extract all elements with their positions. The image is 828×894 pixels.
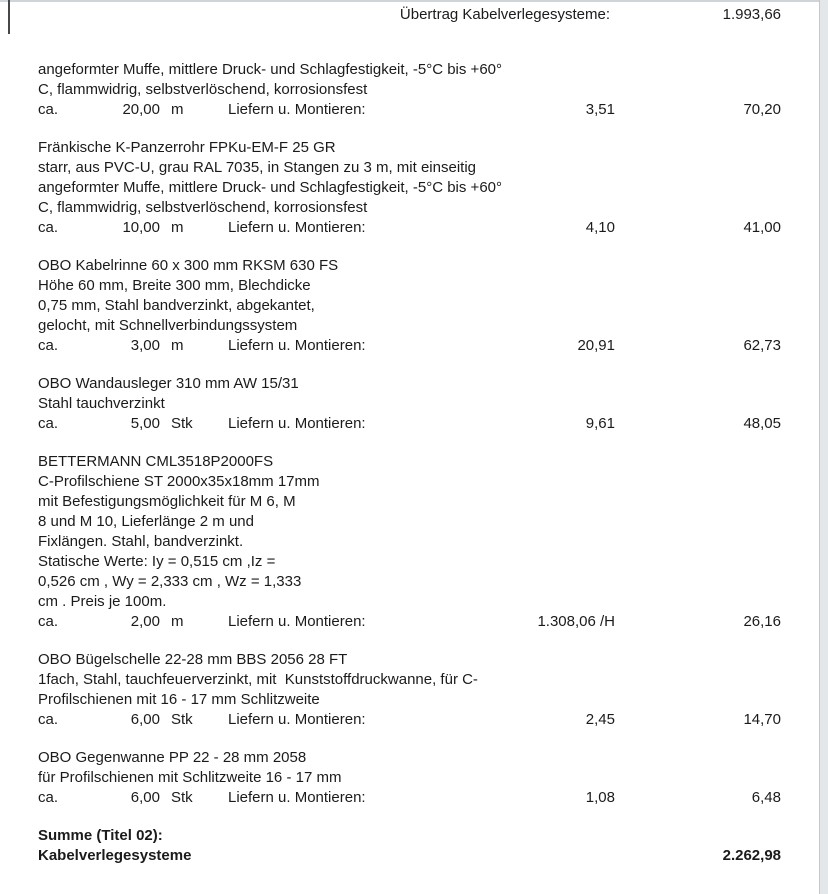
item-qty-prefix: ca. <box>38 415 59 432</box>
item-unit-price: 2,45 <box>585 711 615 728</box>
item-unit: Stk <box>171 711 193 728</box>
item-total: 26,16 <box>743 613 781 630</box>
item-description-line: OBO Wandausleger 310 mm AW 15/31 <box>38 375 299 392</box>
item-total: 14,70 <box>743 711 781 728</box>
item-unit: Stk <box>171 415 193 432</box>
item-description-line: Fixlängen. Stahl, bandverzinkt. <box>38 533 244 550</box>
item-description-line: 0,526 cm , Wy = 2,333 cm , Wz = 1,333 <box>38 573 302 590</box>
section-total <box>0 826 828 866</box>
section-total-row <box>0 846 828 866</box>
item-quantity-row <box>0 100 828 120</box>
item-description-line: für Profilschienen mit Schlitzweite 16 - 17 mm <box>38 769 342 786</box>
item-unit-price: 1,08 <box>585 789 615 806</box>
item-qty: 20,00 <box>122 101 160 118</box>
item-quantity-row <box>0 710 828 730</box>
item-description <box>0 256 828 336</box>
item-description-line: BETTERMANN CML3518P2000FS <box>38 453 274 470</box>
item-description-line: 1fach, Stahl, tauchfeuerverzinkt, mit Kunststoffdruckwanne, für C- <box>38 671 478 688</box>
item-description-line: 8 und M 10, Lieferlänge 2 m und <box>38 513 254 530</box>
carryover-amount: 1.993,66 <box>722 6 781 23</box>
item-unit: m <box>171 337 184 354</box>
item-qty-prefix: ca. <box>38 613 59 630</box>
item-description-line: angeformter Muffe, mittlere Druck- und Schlagfestigkeit, -5°C bis +60° <box>38 179 503 196</box>
section-total-subtitle: Kabelverlegesysteme <box>38 847 192 864</box>
item-qty-prefix: ca. <box>38 219 59 236</box>
item-description-line: 0,75 mm, Stahl bandverzinkt, abgekantet, <box>38 297 315 314</box>
item-qty-prefix: ca. <box>38 101 59 118</box>
item-quantity-row <box>0 218 828 238</box>
item-action-label: Liefern u. Montieren: <box>228 711 366 728</box>
item-description <box>0 60 828 100</box>
item-quantity-row <box>0 336 828 356</box>
item-description-line: OBO Gegenwanne PP 22 - 28 mm 2058 <box>38 749 307 766</box>
item-description <box>0 452 828 612</box>
item-qty-prefix: ca. <box>38 711 59 728</box>
carryover-label: Übertrag Kabelverlegesysteme: <box>399 6 610 23</box>
item-total: 41,00 <box>743 219 781 236</box>
item-description-line: cm . Preis je 100m. <box>38 593 167 610</box>
line-items-list <box>0 60 828 808</box>
line-item <box>0 256 828 356</box>
item-unit: m <box>171 613 184 630</box>
line-item <box>0 650 828 730</box>
section-total-title: Summe (Titel 02): <box>38 827 163 844</box>
item-quantity-row <box>0 612 828 632</box>
item-action-label: Liefern u. Montieren: <box>228 101 366 118</box>
item-unit-price: 4,10 <box>585 219 615 236</box>
item-qty-prefix: ca. <box>38 789 59 806</box>
item-description-line: starr, aus PVC-U, grau RAL 7035, in Stangen zu 3 m, mit einseitig <box>38 159 476 176</box>
item-total: 6,48 <box>751 789 781 806</box>
item-action-label: Liefern u. Montieren: <box>228 613 366 630</box>
item-unit: m <box>171 219 184 236</box>
page-top-border <box>0 0 828 2</box>
item-qty: 2,00 <box>130 613 160 630</box>
page-content <box>0 5 828 866</box>
item-description-line: C, flammwidrig, selbstverlöschend, korrosionsfest <box>38 81 368 98</box>
item-action-label: Liefern u. Montieren: <box>228 415 366 432</box>
item-description-line: gelocht, mit Schnellverbindungssystem <box>38 317 298 334</box>
item-total: 48,05 <box>743 415 781 432</box>
item-description <box>0 374 828 414</box>
item-description-line: mit Befestigungsmöglichkeit für M 6, M <box>38 493 296 510</box>
section-total-amount: 2.262,98 <box>722 847 781 864</box>
item-action-label: Liefern u. Montieren: <box>228 337 366 354</box>
item-description-line: OBO Bügelschelle 22-28 mm BBS 2056 28 FT <box>38 651 348 668</box>
item-unit-price: 3,51 <box>585 101 615 118</box>
item-description-line: Profilschienen mit 16 - 17 mm Schlitzweite <box>38 691 320 708</box>
item-quantity-row <box>0 788 828 808</box>
item-description-line: Fränkische K-Panzerrohr FPKu-EM-F 25 GR <box>38 139 336 156</box>
item-unit: m <box>171 101 184 118</box>
item-total: 70,20 <box>743 101 781 118</box>
item-qty: 6,00 <box>130 789 160 806</box>
item-description-line: angeformter Muffe, mittlere Druck- und Schlagfestigkeit, -5°C bis +60° <box>38 61 503 78</box>
item-description-line: C, flammwidrig, selbstverlöschend, korrosionsfest <box>38 199 368 216</box>
item-description-line: C-Profilschiene ST 2000x35x18mm 17mm <box>38 473 320 490</box>
item-unit-price: 1.308,06 /H <box>537 613 615 630</box>
item-qty: 10,00 <box>122 219 160 236</box>
item-description-line: OBO Kabelrinne 60 x 300 mm RKSM 630 FS <box>38 257 339 274</box>
item-quantity-row <box>0 414 828 434</box>
item-qty: 5,00 <box>130 415 160 432</box>
carryover-row <box>0 5 828 25</box>
line-item <box>0 138 828 238</box>
line-item <box>0 60 828 120</box>
item-action-label: Liefern u. Montieren: <box>228 789 366 806</box>
item-total: 62,73 <box>743 337 781 354</box>
item-description <box>0 748 828 788</box>
item-description-line: Statische Werte: Iy = 0,515 cm ,Iz = <box>38 553 276 570</box>
item-qty-prefix: ca. <box>38 337 59 354</box>
item-description-line: Stahl tauchverzinkt <box>38 395 165 412</box>
item-action-label: Liefern u. Montieren: <box>228 219 366 236</box>
item-qty: 3,00 <box>130 337 160 354</box>
line-item <box>0 374 828 434</box>
line-item <box>0 748 828 808</box>
item-description-line: Höhe 60 mm, Breite 300 mm, Blechdicke <box>38 277 311 294</box>
item-unit-price: 9,61 <box>585 415 615 432</box>
item-description <box>0 138 828 218</box>
item-qty: 6,00 <box>130 711 160 728</box>
line-item <box>0 452 828 632</box>
item-unit: Stk <box>171 789 193 806</box>
item-unit-price: 20,91 <box>577 337 615 354</box>
item-description <box>0 650 828 710</box>
